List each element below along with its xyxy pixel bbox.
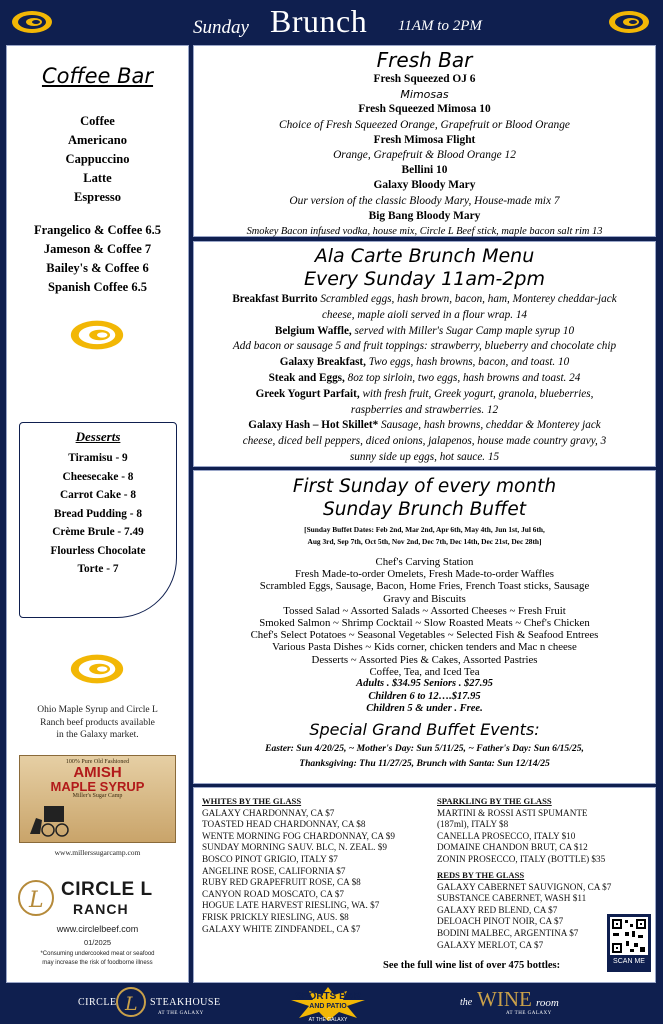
dish-description: with fresh fruit, Greek yogurt, granola, blueberries, <box>362 387 594 400</box>
coffee-special: Frangelico & Coffee 6.5 <box>33 223 162 237</box>
reds-heading: REDS BY THE GLASS <box>437 870 525 880</box>
dish-description: cheese, maple aioli served in a flour wrap. 14 <box>321 308 528 321</box>
buffet-subtitle: Sunday Brunch Buffet <box>322 499 527 520</box>
wine-item: WENTE MORNING FOG CHARDONNAY, CA $9 <box>202 830 395 841</box>
qr-code[interactable] <box>607 914 651 972</box>
galaxy-logo-icon <box>67 318 127 352</box>
dessert-item: Bread Pudding - 8 <box>54 507 142 520</box>
menu-line: Our version of the classic Bloody Mary, House-made mix 7 <box>289 194 560 207</box>
buffet-section <box>193 470 656 784</box>
menu-line: Galaxy Bloody Mary <box>373 179 476 192</box>
desserts-list <box>20 449 176 579</box>
dessert-item: Crème Brule - 7.49 <box>52 526 144 538</box>
menu-line <box>194 292 655 308</box>
dish-description: 8oz top sirloin, two eggs, hash browns and toast. 24 <box>347 371 581 384</box>
sparkling-heading: SPARKLING BY THE GLASS <box>437 796 552 806</box>
ala-carte-subtitle: Every Sunday 11am-2pm <box>303 268 545 290</box>
menu-line <box>194 403 655 419</box>
desserts-card <box>19 422 177 618</box>
dish-name: Galaxy Breakfast, <box>279 356 369 369</box>
menu-line <box>194 371 655 387</box>
circle-l-icon <box>17 879 55 917</box>
buffet-item: Fresh Made-to-order Omelets, Fresh Made-to-order Waffles <box>295 568 554 581</box>
ranch-url[interactable]: www.circlelbeef.com <box>56 924 139 934</box>
dish-name: Belgium Waffle, <box>274 324 355 337</box>
buffet-item: Smoked Salmon ~ Shrimp Cocktail ~ Slow Roasted Meats ~ Chef's Chicken <box>259 617 590 630</box>
header-title: Brunch <box>270 3 368 39</box>
dish-name: Steak and Eggs, <box>268 371 348 384</box>
wine-room-logo: the WINE room AT THE GALAXY <box>460 987 559 1016</box>
whites-list <box>202 796 395 935</box>
menu-line: Choice of Fresh Squeezed Orange, Grapefruit or Blood Orange <box>279 118 570 131</box>
header-hours: 11AM to 2PM <box>398 18 482 34</box>
special-events-dates: Easter: Sun 4/20/25, ~ Mother's Day: Sun 5/11/25, ~ Father's Day: Sun 6/15/25, Thanksgiving: Thu 11/27/25, Brunch with Santa: Sun 12/14/25 <box>265 742 584 769</box>
wine-item: SUNDAY MORNING SAUV. BLC, N. ZEAL. $9 <box>202 842 387 853</box>
food-disclaimer: *Consuming undercooked meat or seafood may increase the risk of foodborne illness <box>40 951 155 966</box>
menu-line <box>194 418 655 434</box>
coffee-item: Latte <box>83 171 112 185</box>
buffet-title: First Sunday of every month <box>292 476 557 497</box>
wine-item: CANYON ROAD MOSCATO, CA $7 <box>202 888 345 899</box>
dessert-item: Torte - 7 <box>77 563 119 575</box>
ala-carte-section <box>193 241 656 467</box>
qr-code-icon <box>610 917 648 955</box>
wine-list-footer: See the full wine list of over 475 bottles: <box>383 960 561 971</box>
wine-item: FRISK PRICKLY RIESLING, AUS. $8 <box>202 911 349 922</box>
wine-item: ANGELINE ROSE, CALIFORNIA $7 <box>202 865 346 876</box>
circle-l-steakhouse-logo: CIRCLE L STEAKHOUSE AT THE GALAXY <box>78 986 210 1022</box>
syrup-url[interactable]: www.millerssugarcamp.com <box>54 848 141 857</box>
maple-syrup-ad: 100% Pure Old Fashioned AMISH MAPLE SYRUP Miller's Sugar Camp <box>19 755 176 843</box>
buffet-item: Various Pasta Dishes ~ Kids corner, chicken tenders and Mac n cheese <box>272 641 577 654</box>
wine-item: DELOACH PINOT NOIR, CA $7 <box>437 916 564 927</box>
menu-line: Bellini 10 <box>401 164 448 177</box>
dish-description: served with Miller's Sugar Camp maple syrup 10 <box>354 324 575 337</box>
ala-carte-title: Ala Carte Brunch Menu <box>314 245 535 267</box>
menu-line <box>194 450 655 466</box>
coffee-item: Coffee <box>80 114 115 128</box>
coffee-special: Bailey's & Coffee 6 <box>46 261 149 275</box>
galaxy-logo-icon <box>67 652 127 686</box>
wine-item: BOSCO PINOT GRIGIO, ITALY $7 <box>202 853 338 864</box>
circle-l-ranch-logo: L CIRCLE L RANCH <box>17 873 179 923</box>
wine-item: DOMAINE CHANDON BRUT, CA $12 <box>437 842 588 853</box>
left-column <box>6 45 189 983</box>
sports-bar-logo: SPORTS BAR AND PATIO AT THE GALAXY <box>287 986 369 1024</box>
menu-line <box>194 308 655 324</box>
coffee-specials <box>7 221 188 297</box>
dish-description: raspberries and strawberries. 12 <box>350 403 499 416</box>
page-header <box>0 0 663 50</box>
dish-description: Add bacon or sausage 5 and fruit toppings: strawberry, blueberry and chocolate chip <box>232 340 617 353</box>
buffet-item: Scrambled Eggs, Sausage, Bacon, Home Fries, French Toast sticks, Sausage <box>259 580 590 593</box>
dessert-item: Cheesecake - 8 <box>62 470 134 483</box>
svg-text:L: L <box>29 888 44 913</box>
buffet-item: Tossed Salad ~ Assorted Salads ~ Assorted Cheeses ~ Fresh Fruit <box>283 604 566 617</box>
dish-name: Greek Yogurt Parfait, <box>255 387 363 400</box>
menu-line <box>194 324 655 340</box>
dish-name: Galaxy Hash – Hot Skillet* <box>248 419 381 432</box>
wine-item: GALAXY RED BLEND, CA $7 <box>437 904 558 915</box>
menu-line <box>194 387 655 403</box>
dessert-item: Carrot Cake - 8 <box>59 489 137 501</box>
dessert-item: Tiramisu - 9 <box>68 452 128 464</box>
coffee-item: Cappuccino <box>65 152 130 166</box>
menu-line: Fresh Mimosa Flight <box>373 133 476 146</box>
wine-item: TOASTED HEAD CHARDONNAY, CA $8 <box>202 819 366 830</box>
wine-item: MARTINI & ROSSI ASTI SPUMANTE <box>437 807 588 818</box>
svg-text:L: L <box>125 993 138 1015</box>
market-note: Ohio Maple Syrup and Circle L Ranch beef products available in the Galaxy market. <box>37 705 158 740</box>
menu-line <box>194 339 655 355</box>
special-events-title: Special Grand Buffet Events: <box>309 719 540 739</box>
wine-item: (187ml), ITALY $8 <box>437 819 509 830</box>
scan-me-label: SCAN ME <box>613 958 645 965</box>
buffet-dates: [Sunday Buffet Dates: Feb 2nd, Mar 2nd, Apr 6th, May 4th, Jun 1st, Jul 6th, Aug 3rd, Sep 7th, Oct 5th, Nov 2nd, Dec 7th, Dec 14th, Dec 21st, Dec 28th] <box>304 525 545 546</box>
wine-item: RUBY RED GRAPEFRUIT ROSE, CA $8 <box>202 877 361 888</box>
coffee-special: Spanish Coffee 6.5 <box>48 280 147 294</box>
menu-line <box>194 434 655 450</box>
desserts-title: Desserts <box>75 429 121 444</box>
wine-item: HOGUE LATE HARVEST RIESLING, WA. $7 <box>202 900 380 911</box>
dish-description: cheese, diced bell peppers, diced onions, jalapenos, house made country gravy, 3 <box>242 435 607 448</box>
wine-item: GALAXY CHARDONNAY, CA $7 <box>202 807 335 818</box>
menu-line: Mimosas <box>400 88 449 102</box>
fresh-bar-section <box>193 45 656 237</box>
ala-carte-list <box>194 292 655 466</box>
coffee-item: Espresso <box>73 190 121 204</box>
sparkling-list <box>437 796 605 866</box>
wine-item: CANELLA PROSECCO, ITALY $10 <box>437 830 576 841</box>
dessert-item: Flourless Chocolate <box>50 544 146 557</box>
wine-item: BODINI MALBEC, ARGENTINA $7 <box>437 927 579 938</box>
reds-list <box>437 870 611 951</box>
coffee-bar-title: Coffee Bar <box>41 64 154 88</box>
dish-name: Breakfast Burrito <box>232 293 321 305</box>
buffet-prices: Adults . $34.95 Seniors . $27.95 Children 6 to 12….$17.95 Children 5 & under . Free. <box>356 678 493 715</box>
dish-description: Scrambled eggs, hash brown, bacon, ham, Monterey cheddar-jack <box>320 293 617 305</box>
coffee-special: Jameson & Coffee 7 <box>43 242 152 256</box>
wine-item: ZONIN PROSECCO, ITALY (BOTTLE) $35 <box>437 853 606 864</box>
circle-l-icon <box>115 986 147 1018</box>
menu-line: Orange, Grapefruit & Blood Orange 12 <box>333 149 516 162</box>
buffet-item: Chef's Carving Station <box>375 556 474 568</box>
menu-line <box>194 355 655 371</box>
menu-line: Fresh Squeezed OJ 6 <box>373 73 476 85</box>
wine-item: GALAXY CABERNET SAUVIGNON, CA $7 <box>437 881 612 892</box>
buffet-item: Gravy and Biscuits <box>383 592 466 605</box>
menu-line: Big Bang Bloody Mary <box>368 209 481 222</box>
header-day: Sunday <box>193 17 249 38</box>
dish-description: Sausage, hash browns, cheddar & Monterey jack <box>380 419 601 432</box>
menu-line: Smokey Bacon infused vodka, house mix, Circle L Beef stick, maple bacon salt rim 13 <box>246 226 603 238</box>
coffee-list <box>7 112 188 207</box>
revision-date: 01/2025 <box>83 938 112 947</box>
menu-line: Fresh Squeezed Mimosa 10 <box>358 103 491 116</box>
coffee-item: Americano <box>67 133 127 147</box>
wine-item: GALAXY WHITE ZINDFANDEL, CA $7 <box>202 923 361 934</box>
buffet-items <box>194 556 655 678</box>
whites-heading: WHITES BY THE GLASS <box>202 796 302 806</box>
dish-description: sunny side up eggs, hot sauce. 15 <box>349 450 500 463</box>
wine-item: SUBSTANCE CABERNET, WASH $11 <box>437 893 587 904</box>
dish-description: Two eggs, hash browns, bacon, and toast. 10 <box>368 356 570 369</box>
wine-item: GALAXY MERLOT, CA $7 <box>437 939 544 950</box>
buffet-item: Coffee, Tea, and Iced Tea <box>369 665 480 678</box>
buffet-item: Desserts ~ Assorted Pies & Cakes, Assorted Pastries <box>311 653 538 666</box>
fresh-bar-title: Fresh Bar <box>376 48 473 72</box>
buffet-item: Chef's Select Potatoes ~ Seasonal Vegetables ~ Selected Fish & Seafood Entrees <box>250 629 599 642</box>
fresh-bar-list <box>194 72 655 239</box>
wine-section <box>193 787 656 983</box>
buggy-icon <box>28 800 72 838</box>
